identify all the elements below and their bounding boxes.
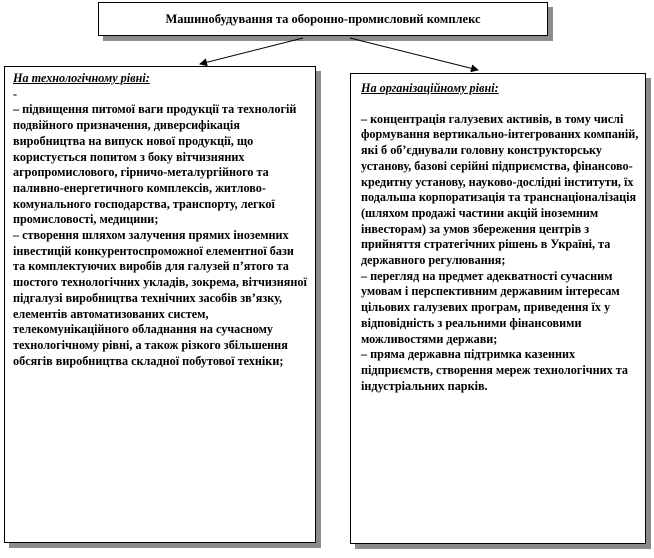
organizational-heading: На організаційному рівні: [361,81,499,95]
technological-level-box [4,66,316,543]
organizational-item-1: – концентрація галузевих активів, в тому числі формування вертикально-інтегрованих компаній, які б об’єднували головну конструкторську установу, базові серійні підприємства, фінансово-кредитну установу, науково-дослідні інститути, їх подальша корпоратизація та транснаціоналізація (шляхом продажі частини акцій іноземним інвесторам) за умов збереження центрів з прийняття стратегічних рішень в Україні, та державного регулювання; [361,111,639,268]
arrow-to-technological [200,38,303,64]
technological-item-2: – створення шляхом залучення прямих іноземних інвестицій конкурентоспроможної елементної бази та комплектуючих виробів для галузей п’ятого та шостого технологічних укладів, зокрема, вітчизняної підгалузі виробництва технічних засобів зв’язку, елементів автоматизованих систем, телекомунікаційного обладнання на сучасному технологічному рівні, а також різкого збільшення обсягів виробництва складної побутової техніки; [13,228,307,368]
technological-heading: На технологічному рівні: [13,71,150,85]
organizational-level-box [350,73,646,544]
technological-item-1: – підвищення питомої ваги продукції та технологій подвійного призначення, диверсифікація виробництва на випуск нової продукції, що користується попитом з боку вітчизняних агропромислового, гірничо-металургійного та паливно-енергетичного комплексів, житлово-комунального господарства, транспорту, легкої промисловості, медицини; [13,102,297,227]
spacer [361,97,639,112]
dash-line: - [13,86,18,101]
diagram-title: Машинобудування та оборонно-промисловий комплекс [165,11,481,26]
title-box [98,2,548,36]
organizational-item-2: – перегляд на предмет адекватності сучасним умовам і перспективним державним інтересам цільових галузевих програм, приведення їх у відповідність з реальними фінансовими можливостями держави; [361,268,620,346]
arrow-to-organizational [350,38,478,70]
organizational-item-3: – пряма державна підтримка казенних підприємств, створення мереж технологічних та індустріальних парків. [361,347,629,393]
